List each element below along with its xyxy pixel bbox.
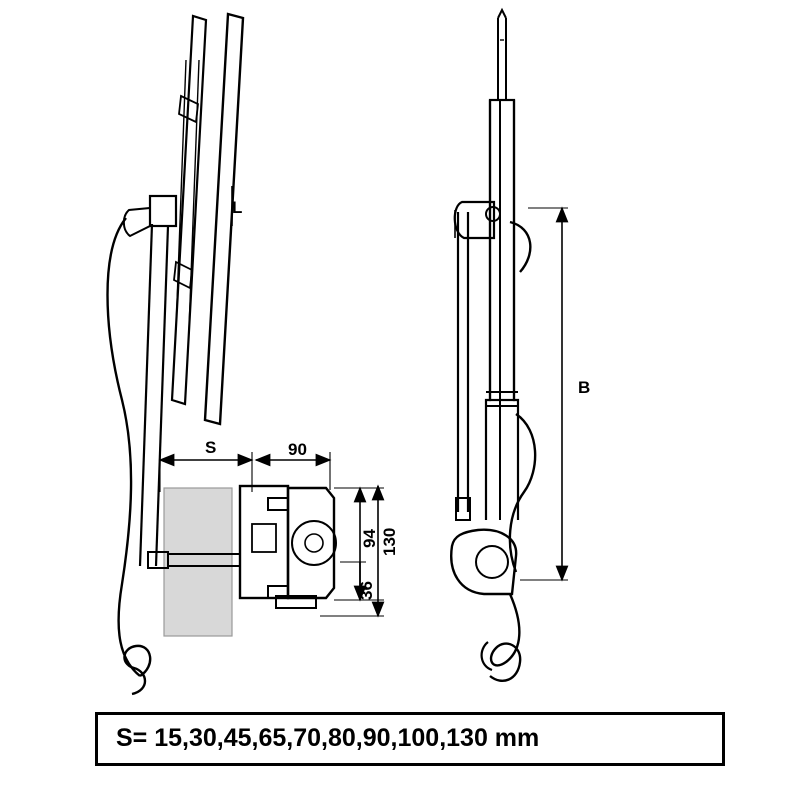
base-plate: [451, 530, 516, 594]
blade-tip: [498, 10, 506, 18]
motor-body: [240, 486, 288, 598]
label-shaft-length-S: S: [205, 438, 217, 457]
label-depth-90: 90: [288, 440, 307, 459]
note-text: S= 15,30,45,65,70,80,90,100,130 mm: [116, 724, 540, 752]
washer-hose-coil: [124, 646, 150, 694]
base-plate-hole: [476, 546, 508, 578]
lower-hose-coil: [490, 594, 520, 681]
arm-clip: [124, 208, 150, 236]
mounting-panel-hatch: [164, 488, 232, 636]
blade-body: [490, 100, 514, 400]
wiper-arm-inner-profile: [172, 16, 206, 404]
label-dim-36: 36: [357, 581, 376, 600]
front-washer-hose: [510, 414, 535, 572]
arm-claw-lower: [174, 262, 192, 288]
left-side-view: [108, 14, 337, 694]
motor-body-detail: [252, 524, 276, 552]
gearbox-housing: [288, 488, 334, 598]
note-box: [95, 712, 725, 766]
label-dim-94: 94: [360, 529, 379, 548]
arm-connector-block: [150, 196, 176, 226]
wiper-arm-outer-profile: [205, 14, 243, 424]
arm-lower-shaft-left: [140, 224, 152, 566]
gearbox-circle: [292, 521, 336, 565]
washer-hose: [108, 218, 141, 676]
gearbox-tab-upper: [268, 498, 288, 510]
label-arm-length-L: L: [232, 198, 243, 217]
label-blade-length-B: B: [578, 378, 591, 397]
gearbox-hub: [305, 534, 323, 552]
label-dim-130: 130: [380, 527, 399, 556]
